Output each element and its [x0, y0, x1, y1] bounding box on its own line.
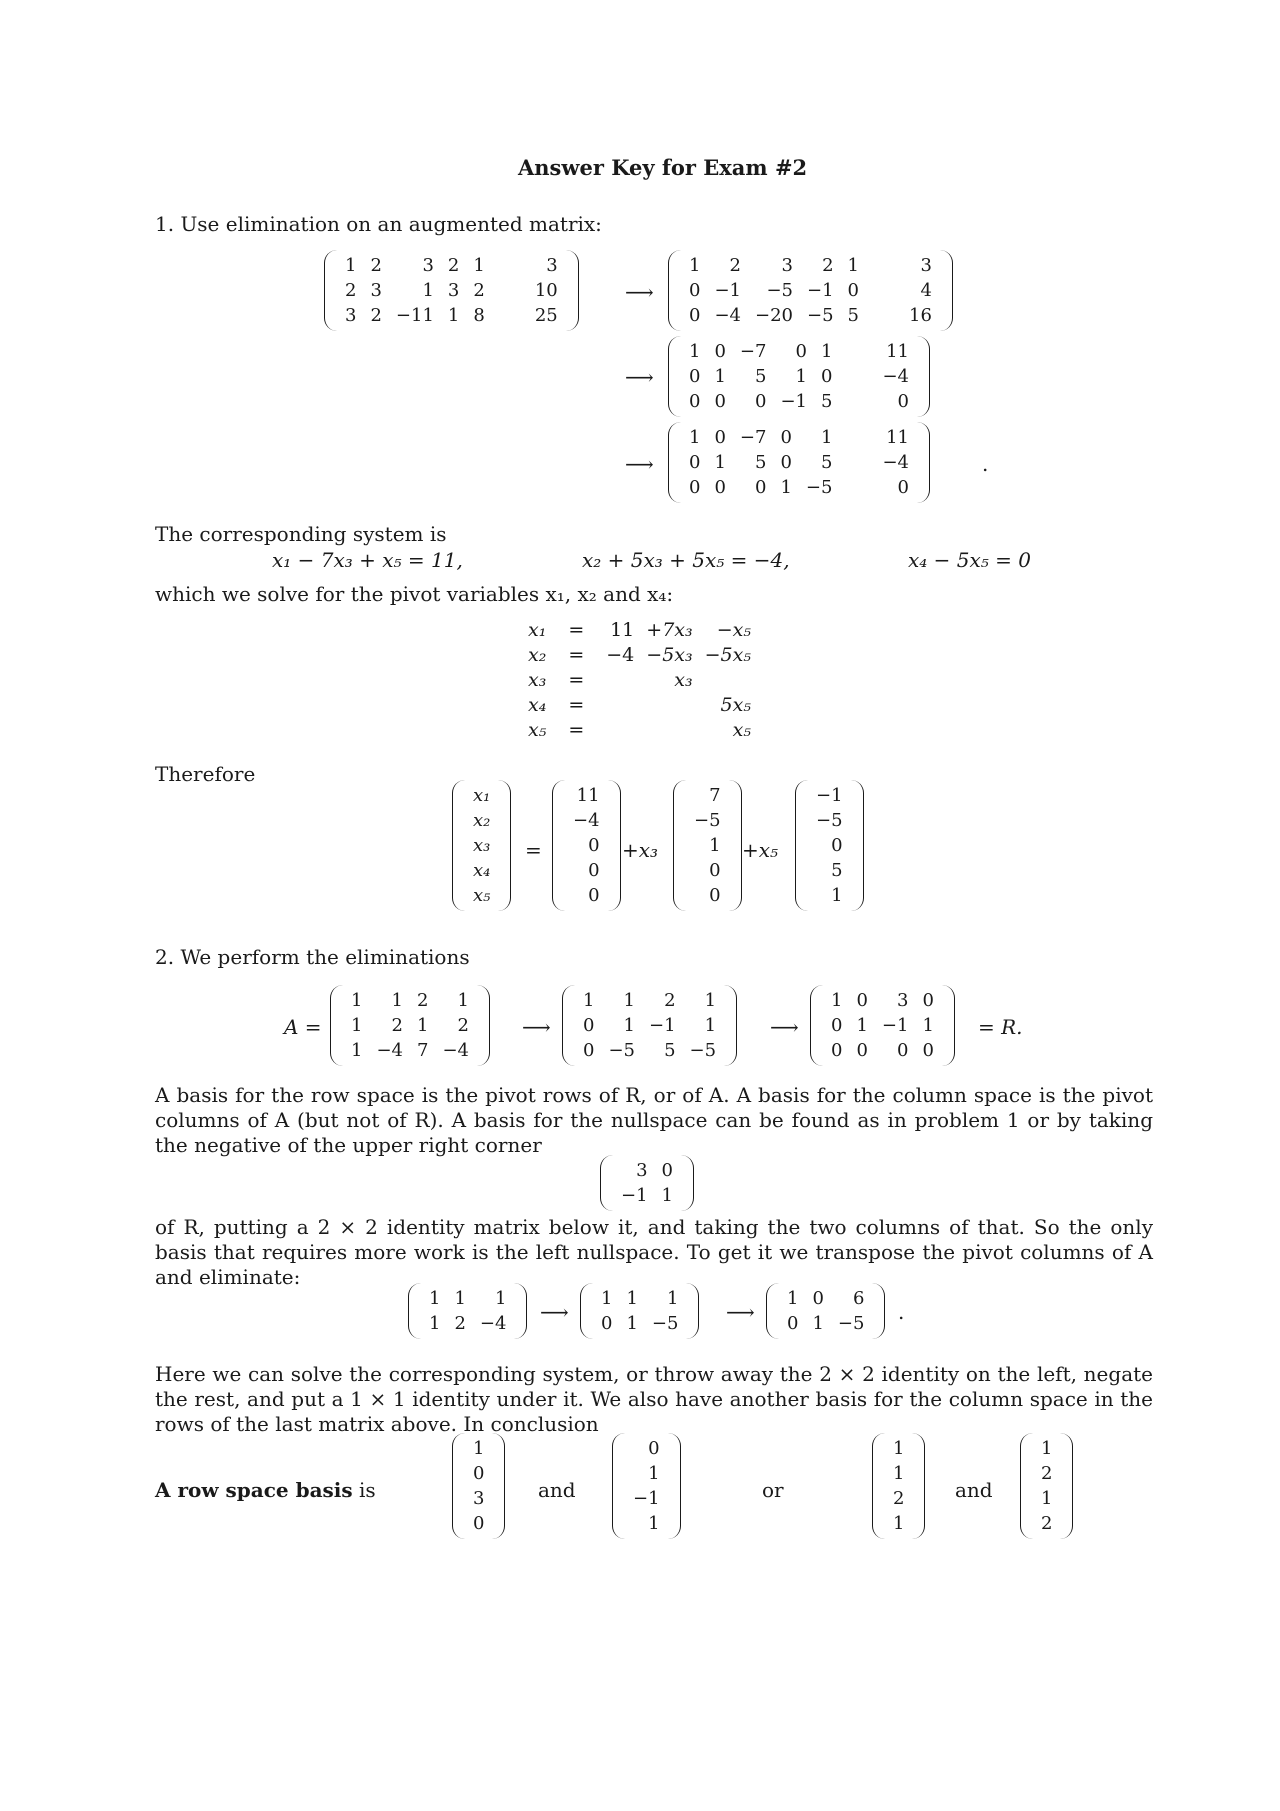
- system-cell: [640, 693, 698, 718]
- matrix-cell: 0: [847, 280, 859, 301]
- matrix-cell: 0: [714, 477, 726, 498]
- matrix-cell: 7: [417, 1040, 429, 1061]
- matrix-augmented-2: [668, 250, 953, 331]
- vector-entry: 2: [1041, 1463, 1053, 1484]
- solution-system: [522, 618, 757, 743]
- system-cell: =: [568, 669, 585, 691]
- row-basis-vector-4: [1020, 1433, 1073, 1539]
- vector-entry: 1: [893, 1513, 905, 1534]
- matrix-cell: −20: [755, 305, 793, 326]
- matrix-cell: 0: [755, 477, 767, 498]
- system-cell: x₃: [674, 669, 693, 691]
- matrix-cell: 1: [831, 990, 843, 1011]
- matrix-cell: 11: [886, 427, 909, 448]
- matrix-cell: 2: [822, 255, 834, 276]
- matrix-cell: 2: [457, 1015, 469, 1036]
- matrix-cell: 0: [897, 1040, 909, 1061]
- vector-particular: [552, 780, 621, 911]
- matrix-cell: 1: [714, 452, 726, 473]
- matrix-cell: −5: [689, 1040, 717, 1061]
- vector-entry: x₃: [473, 835, 491, 856]
- vector-entry: −5: [694, 810, 721, 831]
- matrix-cell: 1: [689, 255, 701, 276]
- matrix-cell: 0: [795, 341, 807, 362]
- row-basis-is: is: [359, 1478, 376, 1502]
- matrix-cell: 2: [345, 280, 357, 301]
- matrix-cell: 2: [664, 990, 676, 1011]
- matrix-cell: 1: [795, 366, 807, 387]
- vector-entry: 1: [648, 1513, 660, 1534]
- matrix-cell: 1: [667, 1288, 679, 1309]
- matrix-cell: 0: [831, 1015, 843, 1036]
- matrix-cell: 1: [821, 427, 833, 448]
- page-title: Answer Key for Exam #2: [518, 155, 808, 180]
- matrix-cell: 3: [546, 255, 558, 276]
- row-basis-label: [155, 1478, 376, 1503]
- matrix-cell: 0: [787, 1313, 799, 1334]
- vector-entry: 7: [709, 785, 721, 806]
- matrix-cell: 1: [447, 305, 460, 326]
- matrix-cell: 11: [886, 341, 909, 362]
- matrix-cell: −5: [807, 305, 834, 326]
- matrix-cell: 0: [714, 427, 726, 448]
- matrix-cell: −5: [608, 1040, 635, 1061]
- vector-entry: 0: [709, 860, 721, 881]
- matrix-cell: 3: [422, 255, 434, 276]
- matrix-cell: 1: [583, 990, 595, 1011]
- matrix-cell: 0: [661, 1160, 673, 1181]
- matrix-cell: 1: [391, 990, 403, 1011]
- matrix-cell: 5: [755, 452, 767, 473]
- problem-1-intro: 1. Use elimination on an augmented matrix:: [155, 212, 602, 236]
- matrix-cell: 0: [601, 1313, 613, 1334]
- matrix-corner: [600, 1155, 694, 1211]
- vector-entry: 2: [893, 1488, 905, 1509]
- matrix-cell: 0: [689, 280, 701, 301]
- system-cell: [600, 693, 640, 718]
- system-cell: [640, 718, 698, 743]
- r-label: = R.: [978, 1015, 1023, 1039]
- matrix-cell: 0: [897, 391, 909, 412]
- vector-entry: −5: [816, 810, 843, 831]
- matrix-r: [810, 985, 955, 1066]
- matrix-cell: 1: [429, 1313, 441, 1334]
- matrix-cell: 1: [429, 1288, 441, 1309]
- vector-entry: 0: [588, 860, 600, 881]
- matrix-cell: 1: [821, 341, 833, 362]
- matrix-cell: 3: [897, 990, 909, 1011]
- matrix-cell: 1: [661, 1185, 673, 1206]
- system-cell: +7x₃: [646, 619, 693, 641]
- matrix-cell: −5: [651, 1313, 679, 1334]
- vector-entry: 0: [588, 885, 600, 906]
- matrix-cell: 5: [821, 452, 833, 473]
- matrix-cell: 5: [664, 1040, 676, 1061]
- vector-entry: x₂: [473, 810, 491, 831]
- matrix-cell: 1: [689, 341, 701, 362]
- matrix-cell: 1: [626, 1313, 638, 1334]
- arrow-3: ⟶: [625, 452, 654, 476]
- matrix-cell: 1: [812, 1313, 824, 1334]
- matrix-cell: 1: [495, 1288, 507, 1309]
- matrix-cell: 0: [689, 366, 701, 387]
- vector-entry: 1: [893, 1438, 905, 1459]
- system-cell: =: [568, 644, 585, 666]
- matrix-cell: −4: [376, 1040, 403, 1061]
- vector-entry: 1: [1041, 1488, 1053, 1509]
- vector-entry: 1: [893, 1463, 905, 1484]
- period-mark: .: [982, 452, 989, 476]
- matrix-cell: 0: [689, 477, 701, 498]
- matrix-cell: 6: [853, 1288, 865, 1309]
- matrix-cell: 0: [714, 391, 726, 412]
- vector-x5: [795, 780, 864, 911]
- vector-entry: 11: [576, 785, 600, 806]
- matrix-cell: 1: [714, 366, 726, 387]
- matrix-cell: 1: [704, 1015, 717, 1036]
- matrix-cell: −5: [766, 280, 793, 301]
- matrix-cell: 0: [780, 427, 792, 448]
- vector-entry: 1: [831, 885, 843, 906]
- matrix-cell: −1: [780, 391, 807, 412]
- matrix-cell: 3: [370, 280, 382, 301]
- plus-x3: +x₃: [622, 838, 659, 862]
- matrix-cell: −7: [739, 427, 767, 448]
- system-cell: x₃: [528, 669, 547, 691]
- matrix-cell: 16: [909, 305, 932, 326]
- matrix-augmented-3: [668, 336, 930, 417]
- matrix-cell: 0: [856, 990, 868, 1011]
- vector-entry: −1: [816, 785, 843, 806]
- matrix-cell: 1: [457, 990, 469, 1011]
- arrow-4: ⟶: [522, 1015, 551, 1039]
- matrix-cell: 0: [831, 1040, 843, 1061]
- vector-entry: 1: [473, 1438, 485, 1459]
- matrix-cell: −4: [479, 1313, 507, 1334]
- system-cell: x₂: [528, 644, 547, 666]
- problem-2-intro: 2. We perform the eliminations: [155, 945, 470, 969]
- paragraph-2: of R, putting a 2 × 2 identity matrix below it, and taking the two columns of that. So the only basis that requires more work is the left nullspace. To get it we transpose the pivot columns of A and eliminate:: [155, 1215, 1153, 1289]
- matrix-cell: 3: [781, 255, 793, 276]
- matrix-cell: 3: [447, 280, 460, 301]
- matrix-cell: 0: [780, 452, 792, 473]
- matrix-cell: 1: [787, 1288, 799, 1309]
- arrow-6: ⟶: [540, 1300, 569, 1324]
- matrix-cell: −1: [881, 1015, 909, 1036]
- matrix-cell: 1: [473, 255, 485, 276]
- matrix-cell: 0: [714, 341, 726, 362]
- and-text-1: and: [538, 1478, 576, 1502]
- system-cell: −5x₃: [646, 644, 693, 666]
- vector-entry: −4: [573, 810, 600, 831]
- matrix-cell: 2: [370, 305, 382, 326]
- matrix-cell: 2: [391, 1015, 403, 1036]
- matrix-cell: −1: [621, 1185, 648, 1206]
- equation-2: x₂ + 5x₃ + 5x₅ = −4,: [582, 548, 790, 572]
- matrix-cell: 25: [534, 305, 558, 326]
- system-cell: −4: [606, 644, 635, 666]
- system-cell: =: [568, 619, 585, 641]
- matrix-cell: 1: [847, 255, 859, 276]
- matrix-cell: −1: [714, 280, 741, 301]
- matrix-cell: 1: [689, 427, 701, 448]
- system-cell: =: [568, 719, 585, 741]
- matrix-cell: −4: [714, 305, 741, 326]
- matrix-cell: −1: [807, 280, 834, 301]
- matrix-cell: 3: [636, 1160, 648, 1181]
- matrix-cell: 0: [583, 1015, 595, 1036]
- matrix-cell: 1: [351, 990, 363, 1011]
- matrix-cell: 1: [351, 1040, 363, 1061]
- matrix-cell: 1: [351, 1015, 363, 1036]
- vector-entry: 1: [648, 1463, 660, 1484]
- system-cell: x₄: [528, 694, 547, 716]
- matrix-cell: −11: [395, 305, 434, 326]
- system-cell: x₅: [732, 719, 751, 741]
- matrix-cell: 0: [856, 1040, 868, 1061]
- vector-entry: x₅: [473, 885, 491, 906]
- vector-entry: 1: [709, 835, 721, 856]
- plus-x5: +x₅: [742, 838, 779, 862]
- vector-entry: 0: [473, 1463, 485, 1484]
- arrow-7: ⟶: [726, 1300, 755, 1324]
- matrix-cell: 5: [821, 391, 833, 412]
- matrix-cell: 1: [704, 990, 717, 1011]
- system-cell: −5x₅: [704, 644, 751, 666]
- vector-entry: 2: [1041, 1513, 1053, 1534]
- and-text-2: and: [955, 1478, 993, 1502]
- system-cell: 5x₅: [720, 694, 751, 716]
- matrix-a: [330, 985, 490, 1066]
- matrix-cell: −4: [882, 452, 909, 473]
- matrix-a-label: A =: [284, 1015, 322, 1039]
- arrow-5: ⟶: [770, 1015, 799, 1039]
- matrix-augmented-1: [324, 250, 579, 331]
- matrix-cell: −7: [739, 341, 767, 362]
- matrix-cell: 2: [473, 280, 485, 301]
- row-basis-bold: A row space basis: [155, 1478, 353, 1502]
- matrix-cell: 0: [689, 305, 701, 326]
- matrix-transpose-3: [766, 1283, 885, 1339]
- paragraph-3: Here we can solve the corresponding system, or throw away the 2 × 2 identity on the left, negate the rest, and put a 1 × 1 identity under it. We also have another basis for the column space in the rows of the last matrix above. In conclusion: [155, 1362, 1153, 1436]
- matrix-cell: 2: [370, 255, 382, 276]
- therefore-text: Therefore: [155, 762, 256, 786]
- vector-entry: 1: [1041, 1438, 1053, 1459]
- matrix-cell: 0: [689, 452, 701, 473]
- matrix-cell: 0: [821, 366, 833, 387]
- paragraph-1: A basis for the row space is the pivot rows of R, or of A. A basis for the column space is the pivot columns of A (but not of R). A basis for the nullspace can be found as in problem 1 or by taking the negative of the upper right corner: [155, 1083, 1153, 1157]
- vector-entry: 0: [473, 1513, 485, 1534]
- matrix-cell: 1: [626, 1288, 638, 1309]
- vector-entry: −1: [633, 1488, 660, 1509]
- matrix-cell: 1: [422, 280, 434, 301]
- equation-3: x₄ − 5x₅ = 0: [908, 548, 1031, 572]
- system-cell: 11: [610, 619, 635, 641]
- matrix-cell: 2: [447, 255, 460, 276]
- matrix-cell: 5: [755, 366, 767, 387]
- system-cell: −x₅: [716, 619, 751, 641]
- matrix-cell: 0: [922, 1040, 934, 1061]
- matrix-cell: −5: [805, 477, 833, 498]
- matrix-augmented-4: [668, 422, 930, 503]
- matrix-transpose-1: [408, 1283, 527, 1339]
- matrix-cell: 0: [755, 391, 767, 412]
- vector-entry: 3: [473, 1488, 485, 1509]
- matrix-transpose-2: [580, 1283, 699, 1339]
- matrix-cell: 2: [454, 1313, 466, 1334]
- vector-x3: [673, 780, 742, 911]
- row-basis-vector-3: [872, 1433, 925, 1539]
- matrix-cell: 0: [812, 1288, 824, 1309]
- or-text: or: [762, 1478, 784, 1502]
- vector-entry: x₁: [473, 785, 491, 806]
- matrix-cell: 1: [623, 990, 635, 1011]
- matrix-cell: 8: [473, 305, 485, 326]
- matrix-cell: 1: [856, 1015, 868, 1036]
- system-cell: =: [568, 694, 585, 716]
- vector-entry: x₄: [473, 860, 491, 881]
- arrow-1: ⟶: [625, 280, 654, 304]
- system-cell: [600, 718, 640, 743]
- matrix-cell: −1: [649, 1015, 676, 1036]
- vector-entry: 0: [709, 885, 721, 906]
- matrix-cell: 1: [601, 1288, 613, 1309]
- vector-entry: 0: [831, 835, 843, 856]
- row-basis-vector-1: [452, 1433, 505, 1539]
- matrix-cell: 1: [454, 1288, 466, 1309]
- row-basis-vector-2: [612, 1433, 681, 1539]
- vector-entry: 0: [588, 835, 600, 856]
- matrix-cell: −4: [442, 1040, 469, 1061]
- matrix-b: [562, 985, 737, 1066]
- matrix-cell: 1: [623, 1015, 635, 1036]
- arrow-2: ⟶: [625, 365, 654, 389]
- matrix-cell: 4: [920, 280, 932, 301]
- matrix-cell: −4: [882, 366, 909, 387]
- system-cell: x₅: [528, 719, 547, 741]
- equals-sign: =: [525, 838, 542, 862]
- matrix-cell: 3: [920, 255, 932, 276]
- system-cell: [699, 668, 757, 693]
- matrix-cell: 2: [417, 990, 429, 1011]
- system-intro: The corresponding system is: [155, 522, 447, 546]
- vector-x: [452, 780, 511, 911]
- vector-entry: 0: [648, 1438, 660, 1459]
- matrix-cell: 0: [583, 1040, 595, 1061]
- matrix-cell: 2: [729, 255, 741, 276]
- matrix-cell: −5: [837, 1313, 865, 1334]
- solve-text: which we solve for the pivot variables x₁, x₂ and x₄:: [155, 582, 674, 606]
- system-cell: [600, 668, 640, 693]
- matrix-cell: 1: [922, 1015, 934, 1036]
- matrix-cell: 5: [847, 305, 859, 326]
- matrix-cell: 1: [780, 477, 792, 498]
- matrix-cell: 1: [345, 255, 357, 276]
- matrix-cell: 3: [345, 305, 357, 326]
- matrix-cell: 10: [534, 280, 558, 301]
- vector-entry: 5: [831, 860, 843, 881]
- system-cell: x₁: [528, 619, 547, 641]
- matrix-cell: 0: [897, 477, 909, 498]
- matrix-cell: 0: [689, 391, 701, 412]
- matrix-cell: 0: [922, 990, 934, 1011]
- equation-1: x₁ − 7x₃ + x₅ = 11,: [272, 548, 463, 572]
- period-mark-2: .: [898, 1300, 905, 1324]
- matrix-cell: 1: [417, 1015, 429, 1036]
